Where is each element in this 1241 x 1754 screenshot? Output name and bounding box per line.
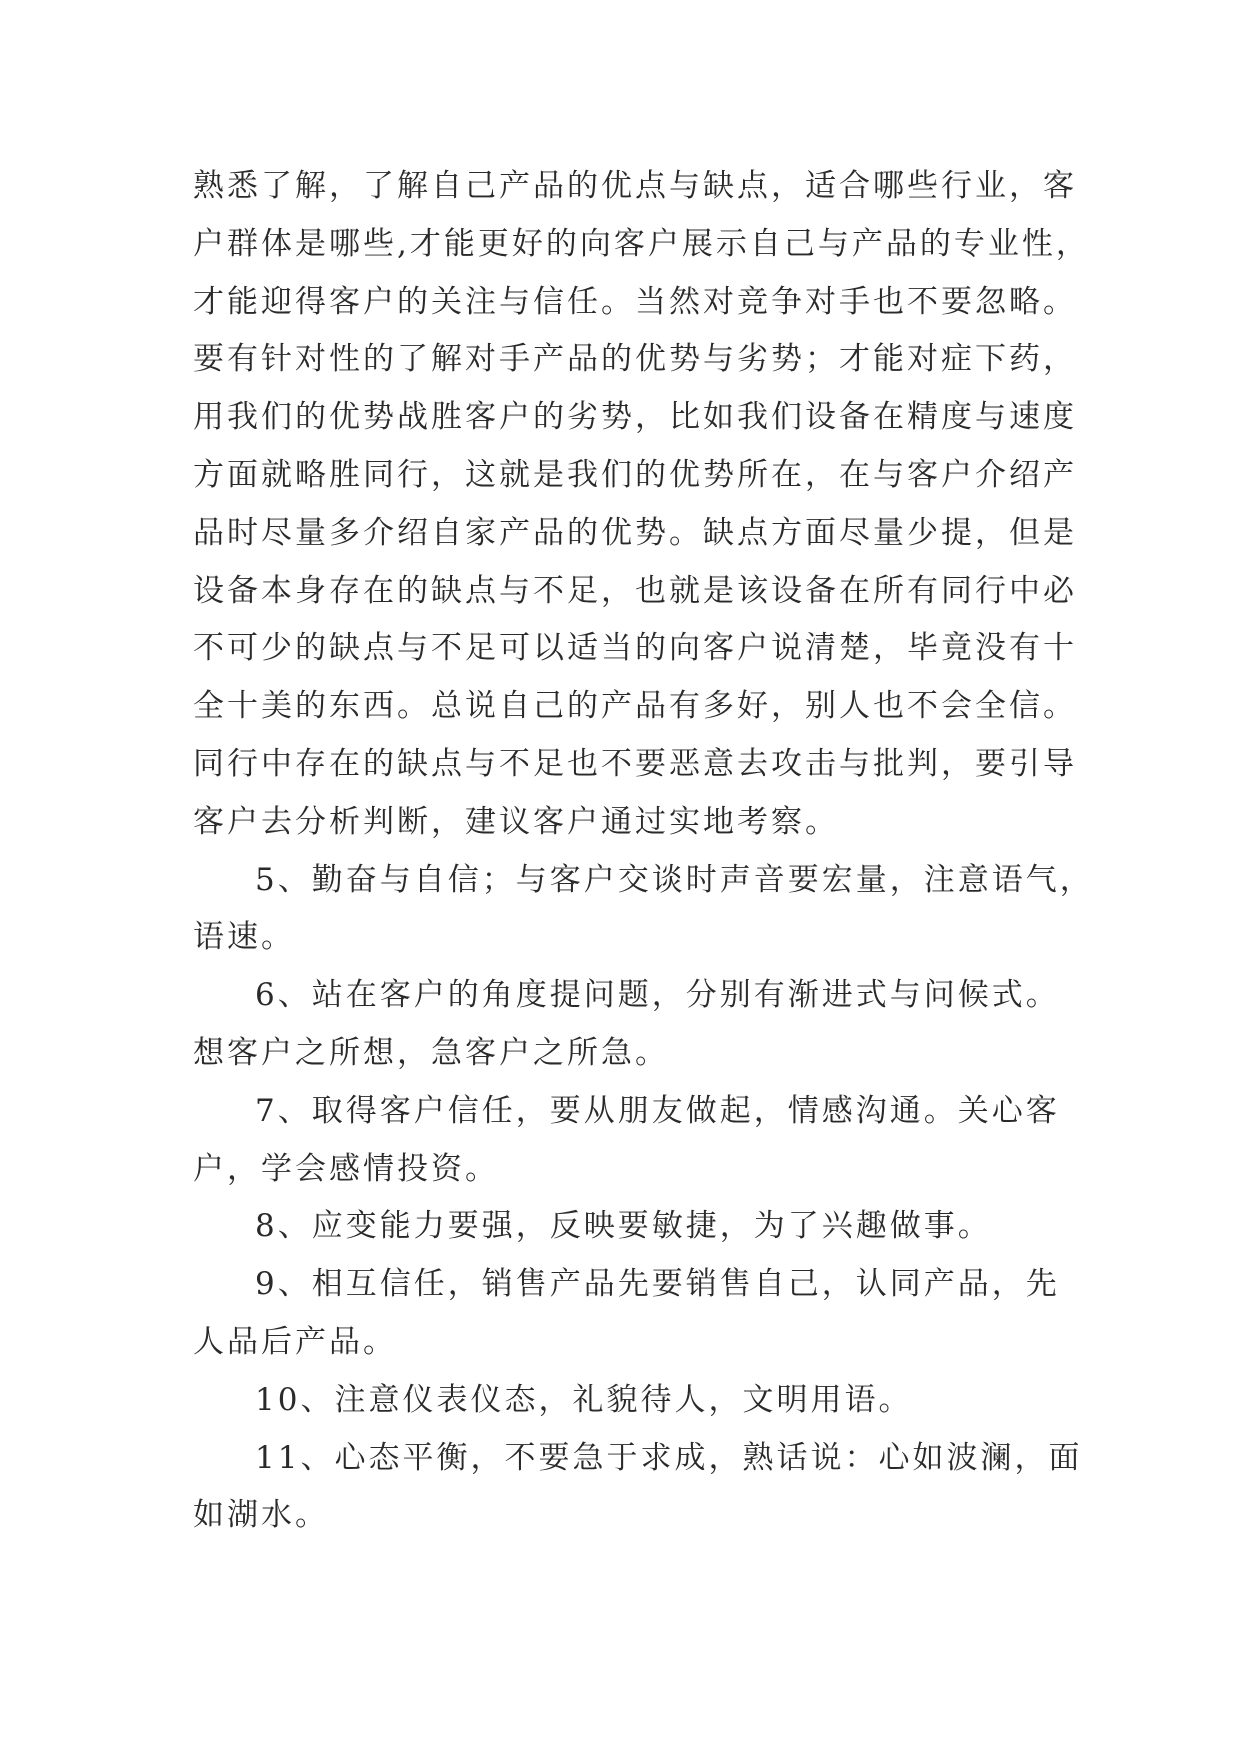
text-line: 客户去分析判断，建议客户通过实地考察。 [193,803,839,840]
text-line: 不可少的缺点与不足可以适当的向客户说清楚，毕竟没有十 [193,630,1077,667]
text-line: 同行中存在的缺点与不足也不要恶意去攻击与批判，要引导 [193,745,1077,782]
text-line: 品时尽量多介绍自家产品的优势。缺点方面尽量少提，但是 [193,514,1077,551]
numbered-item-start: 6、站在客户的角度提问题，分别有渐进式与问候式。 [255,977,1060,1014]
numbered-item-start: 7、取得客户信任，要从朋友做起，情感沟通。关心客 [255,1092,1060,1129]
numbered-item-start: 5、勤奋与自信；与客户交谈时声音要宏量，注意语气， [255,861,1094,898]
numbered-item-start: 11、心态平衡，不要急于求成，熟话说：心如波澜，面 [255,1439,1083,1476]
text-line: 人品后产品。 [193,1323,397,1360]
text-line: 用我们的优势战胜客户的劣势，比如我们设备在精度与速度 [193,399,1077,436]
text-line: 熟悉了解，了解自己产品的优点与缺点，适合哪些行业，客 [193,168,1077,204]
text-line: 要有针对性的了解对手产品的优势与劣势；才能对症下药， [193,341,1077,378]
text-line: 设备本身存在的缺点与不足，也就是该设备在所有同行中必 [193,572,1077,609]
document-body [193,158,1094,1545]
numbered-item-start: 10、注意仪表仪态，礼貌待人，文明用语。 [255,1381,913,1418]
text-line: 想客户之所想，急客户之所急。 [193,1034,669,1071]
text-line: 方面就略胜同行，这就是我们的优势所在，在与客户介绍产 [193,456,1077,493]
text-line: 语速。 [193,919,295,956]
text-line: 才能迎得客户的关注与信任。当然对竞争对手也不要忽略。 [193,283,1077,320]
text-line: 如湖水。 [193,1497,329,1534]
text-line: 全十美的东西。总说自己的产品有多好，别人也不会全信。 [193,688,1077,725]
numbered-item-start: 9、相互信任，销售产品先要销售自己，认同产品，先 [255,1266,1060,1303]
numbered-item-start: 8、应变能力要强，反映要敏捷，为了兴趣做事。 [255,1208,992,1245]
text-line: 户，学会感情投资。 [193,1150,499,1187]
text-line: 户群体是哪些,才能更好的向客户展示自己与产品的专业性， [193,225,1090,262]
